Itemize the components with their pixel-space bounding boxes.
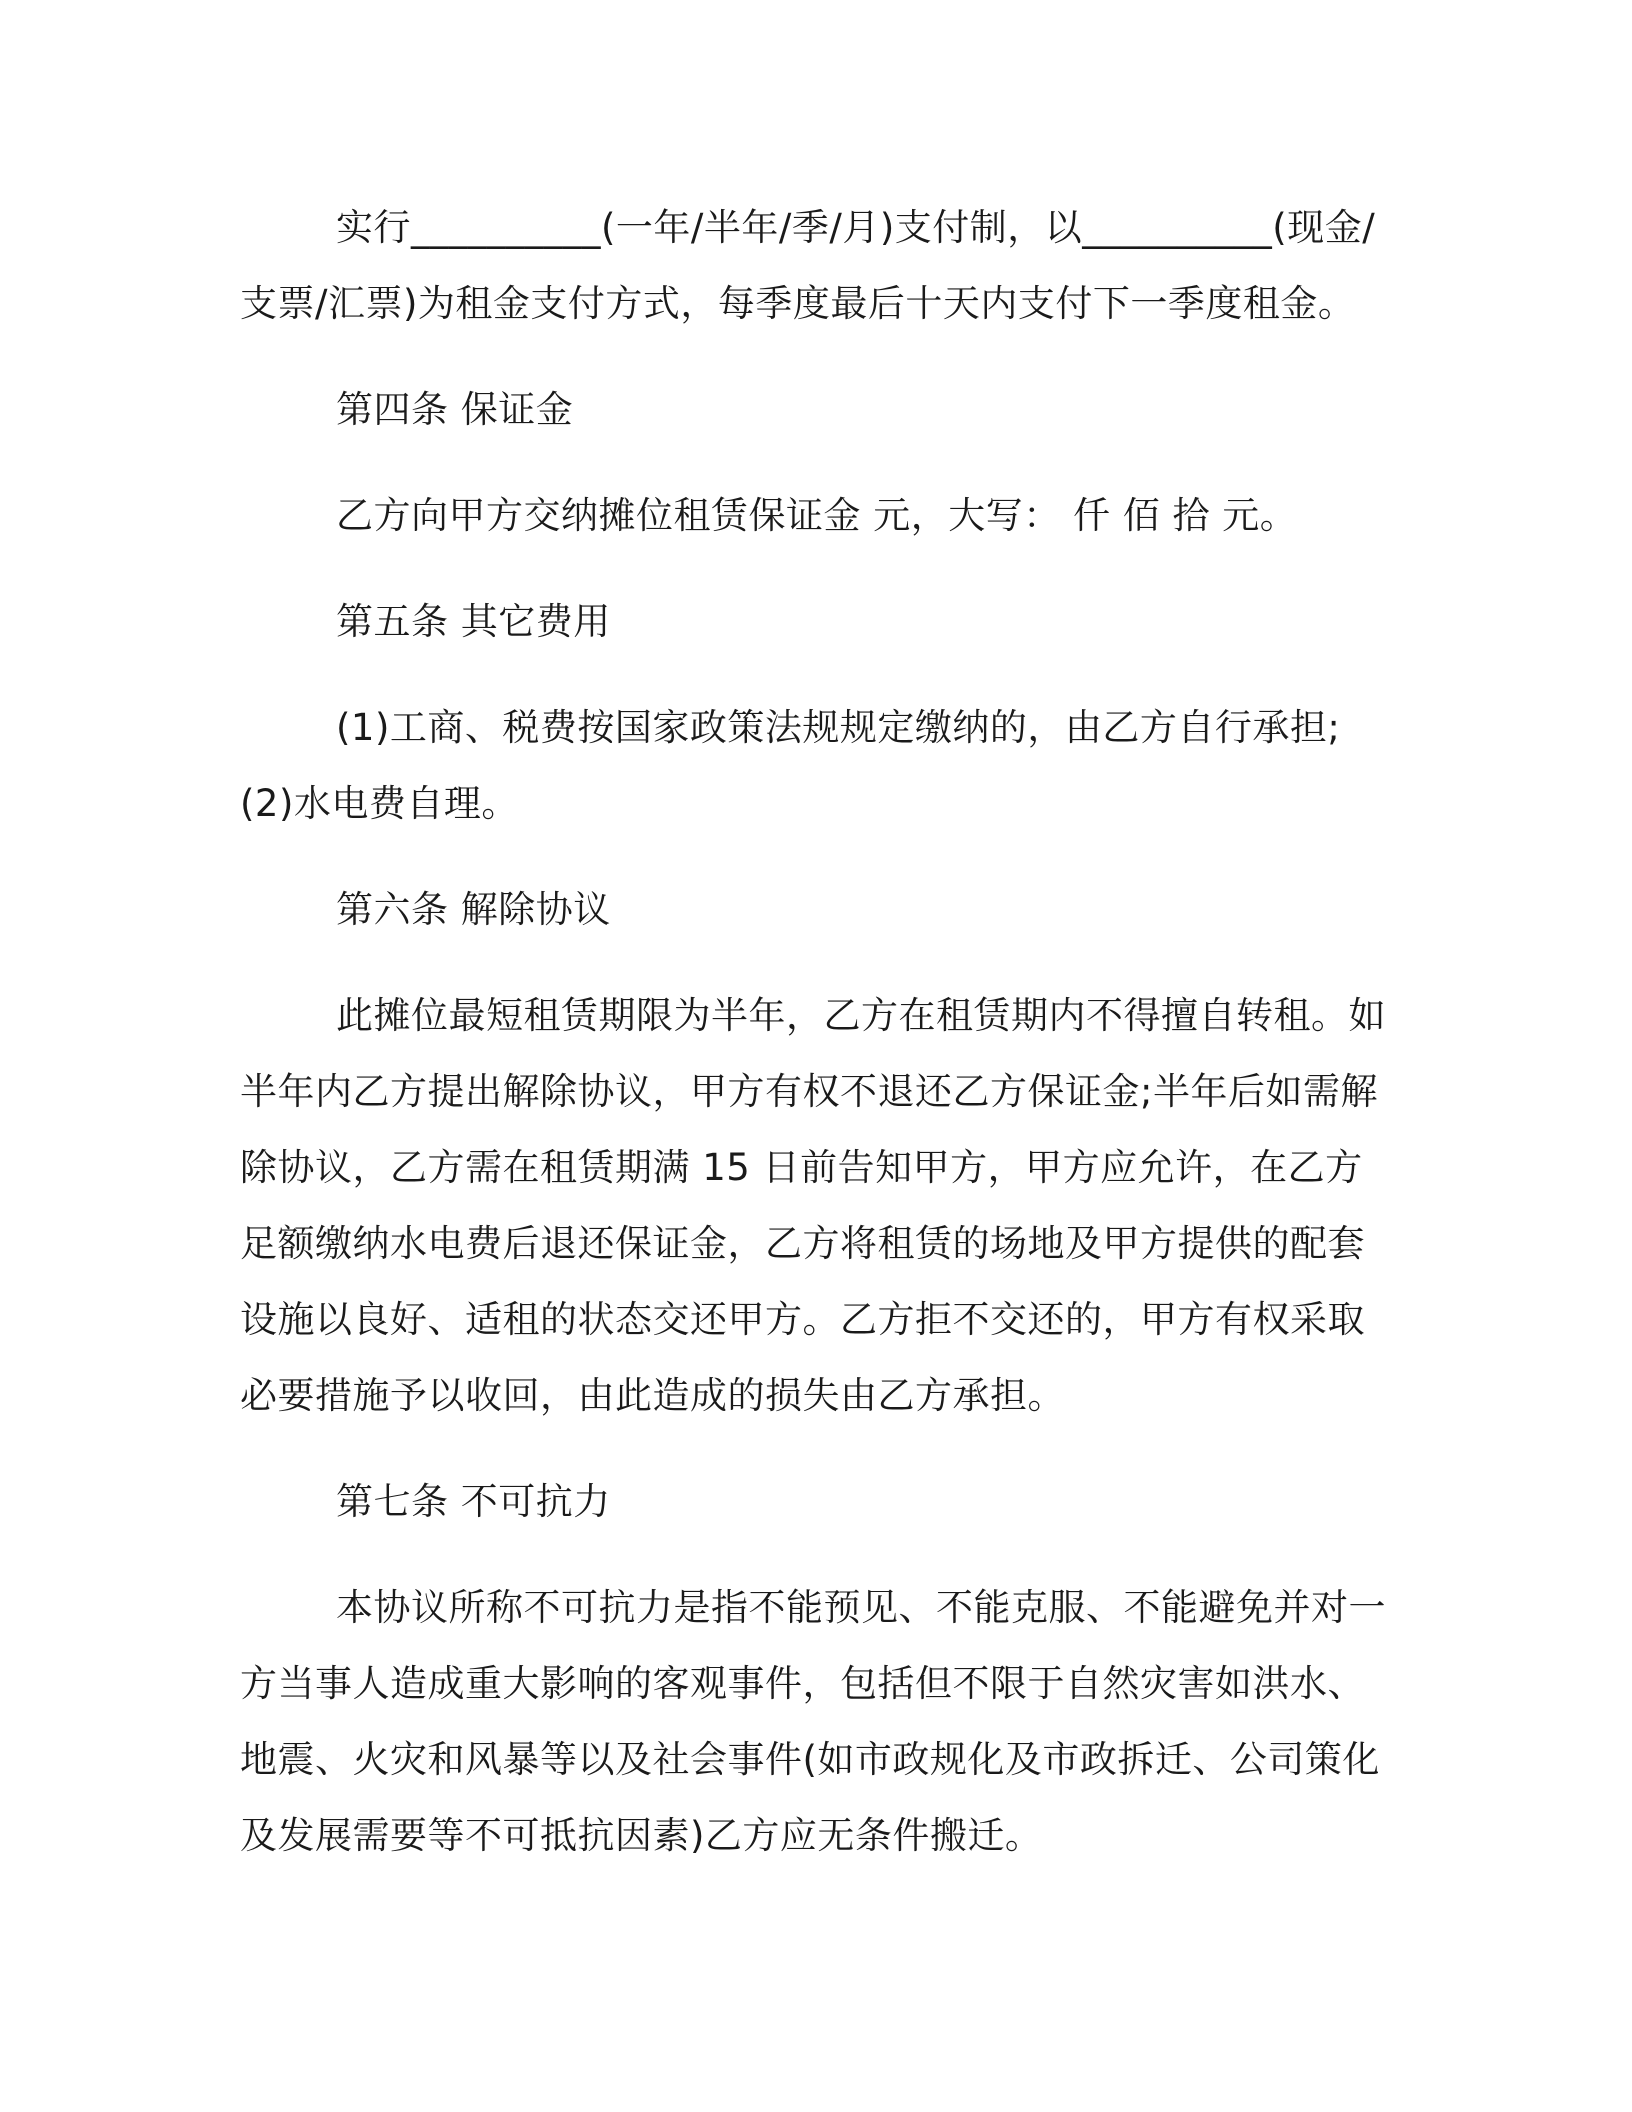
paragraph-payment-method: 实行__________(一年/半年/季/月)支付制，以__________(现金/支票/汇票)为租金支付方式，每季度最后十天内支付下一季度租金。	[240, 206, 1376, 325]
document-body	[240, 190, 1390, 1874]
heading-article-7: 第七条 不可抗力	[336, 1480, 611, 1523]
paragraph-force-majeure: 本协议所称不可抗力是指不能预见、不能克服、不能避免并对一方当事人造成重大影响的客观事件，包括但不限于自然灾害如洪水、地震、火灾和风暴等以及社会事件(如市政规化及市政拆迁、公司策化及发展需要等不可抵抗因素)乙方应无条件搬迁。	[240, 1586, 1386, 1857]
heading-article-4: 第四条 保证金	[336, 388, 574, 431]
heading-article-5: 第五条 其它费用	[336, 600, 611, 643]
paragraph-deposit: 乙方向甲方交纳摊位租赁保证金 元，大写： 仟 佰 拾 元。	[336, 494, 1298, 537]
paragraph-termination: 此摊位最短租赁期限为半年，乙方在租赁期内不得擅自转租。如半年内乙方提出解除协议，甲方有权不退还乙方保证金;半年后如需解除协议，乙方需在租赁期满 15 日前告知甲方，甲方应允许，在乙方足额缴纳水电费后退还保证金，乙方将租赁的场地及甲方提供的配套设施以良好、适租的状态交还甲方。乙方拒不交还的，甲方有权采取必要措施予以收回，由此造成的损失由乙方承担。	[240, 994, 1386, 1417]
heading-article-6: 第六条 解除协议	[336, 888, 611, 931]
paragraph-other-fees: (1)工商、税费按国家政策法规规定缴纳的，由乙方自行承担;(2)水电费自理。	[240, 706, 1341, 825]
